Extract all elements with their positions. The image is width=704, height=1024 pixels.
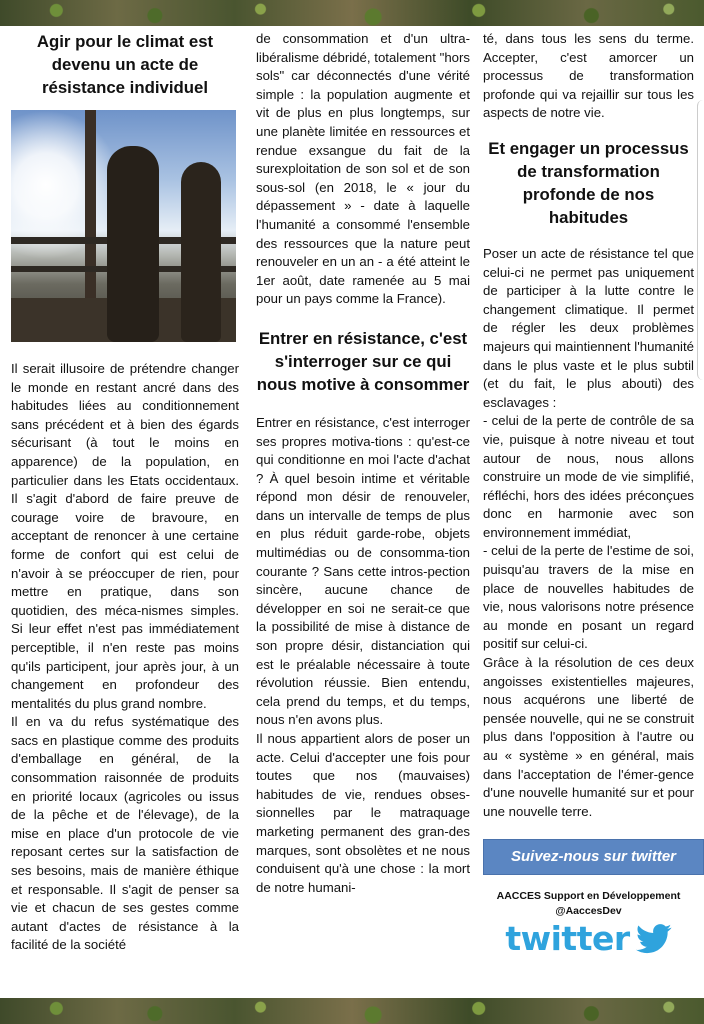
twitter-follow-button[interactable]: Suivez-nous sur twitter [483, 839, 704, 875]
top-foliage-band [0, 0, 704, 26]
paragraph: Poser un acte de résistance tel que celui-ci ne permet pas uniquement de participer à la lutte contre le changement climatique. Il permet de régler les deux problèmes majeurs qui maintiennent l'humanité dans le plus vaste et le plus subtil (et du fait, le plus abouti) des esclavages : [483, 245, 694, 410]
paragraph: Il serait illusoire de prétendre changer le monde en restant ancré dans des habitudes liées au conditionnement sans précédent et à bien des égards sécurisant (à tout le moins en apparence) de la population, en particulier dans les Etats occidentaux. Il s'agit d'abord de faire preuve de courage voire de bravoure, en acceptant de renoncer à une certaine forme de confort qui est celui de n'avoir à se préoccuper de rien, pour mettre en pratique, dans son quotidien, des méca-nismes simples. Si leur effet n'est pas immédiatement perceptible, il n'en reste pas moins qu'ils participent, jour après jour, à un changement en profondeur des mentalités du plus grand nombre. [11, 361, 239, 711]
paragraph: Grâce à la résolution de ces deux angoisses existentielles majeures, nous acquérons une liberté de pensée nouvelle, qui ne se construit plus dans l'opposition à l'autre ou au « système » en général, mais dans l'acceptation de l'émer-gence d'une nouvelle humanité sur et pour une nouvelle terre. [483, 655, 694, 819]
bottom-foliage-band [0, 998, 704, 1024]
column-3 [483, 30, 694, 957]
paragraph: - celui de la perte de l'estime de soi, puisqu'au travers de la mise en place de nouvelles habitudes de vie, nous valorisons notre présence au monde en posant un regard positif sur celui-ci. [483, 543, 694, 652]
org-credit [483, 889, 694, 919]
org-name: AACCES Support en Développement [496, 890, 681, 903]
paragraph: Il nous appartient alors de poser un acte. Celui d'accepter une fois pour toutes que nos (mauvaises) habitudes de vie, rendues obses-sionnelles par le matraquage marketing permanent des gran-des marques, sont obsolètes et ne nous conduisent qu'à une chose : la mort de notre humani- [256, 731, 470, 895]
section-title: Et engager un processus de transformation profonde de nos habitudes [488, 138, 689, 227]
twitter-bird-icon [636, 924, 672, 954]
twitter-handle[interactable]: @AaccesDev [555, 905, 622, 918]
paragraph: Entrer en résistance, c'est interroger ses propres motiva-tions : qu'est-ce qui conditionne en moi l'acte d'achat ? À quel besoin intime et véritable répond mon désir de renouveler, dans un intervalle de temps de plus en plus réduit garde-robe, objets multimédias ou de consomma-tion courante ? Sans cette intros-pection sincère, aucune chance de développer en soi ne serait-ce que la possibilité de mise à distance de son propre désir, distanciation qui est le préalable nécessaire à toute révolution réussie. Bien entendu, cela prend du temps, et du temps, nous n'en avons plus. [256, 414, 470, 728]
twitter-wordmark: twitter [505, 919, 630, 959]
column-1 [11, 30, 239, 955]
column-2 [256, 30, 470, 897]
section-title: Entrer en résistance, c'est s'interroger sur ce qui nous motive à consommer [256, 328, 470, 394]
paragraph: de consommation et d'un ultra-libéralisme débridé, totalement "hors sols" car déconnectés d'une vérité simple : la population augmente et vit de plus en plus longtemps, sur une planète limitée en ressources et rendue exsangue du fait de la surexploitation de son sol et de son sous-sol (en 2018, le « jour du dépassement » - date à laquelle l'humanité a consommé l'ensemble des ressources que la nature peut renouveler en un an - a été atteint le 1er août, date ramenée au 5 mai pour un pays comme la France). [256, 31, 470, 307]
silhouette-figure [107, 146, 159, 342]
twitter-logo[interactable] [483, 921, 694, 957]
silhouette-figure [181, 162, 221, 342]
article-photo [11, 110, 236, 342]
paragraph: - celui de la perte de contrôle de sa vie, puisque à notre niveau et tout autour de nous, nous allons construire un mode de vie simplifié, réfléchi, hors des idées préconçues donc en harmonie avec son environnement immédiat, [483, 413, 694, 540]
article-title: Agir pour le climat est devenu un acte de résistance individuel [36, 32, 214, 97]
page-edge-tab [697, 100, 704, 380]
paragraph: té, dans tous les sens du terme. Accepter, c'est amorcer un processus de transformation profonde qui va rejaillir sur tous les aspects de notre vie. [483, 31, 694, 121]
paragraph: Il en va du refus systématique des sacs en plastique comme des produits d'emballage en général, de la consommation raisonnée de produits en priorité locaux (agricoles ou issus de la pêche et de l'élevage), de la mise en place d'un protocole de vie reposant certes sur la satisfaction de ses besoins, mais de manière éthique et responsable. Il s'agit de penser sa vie et chacun de ses gestes comme autant d'actes de résistance à la facilité de la société [11, 714, 239, 953]
